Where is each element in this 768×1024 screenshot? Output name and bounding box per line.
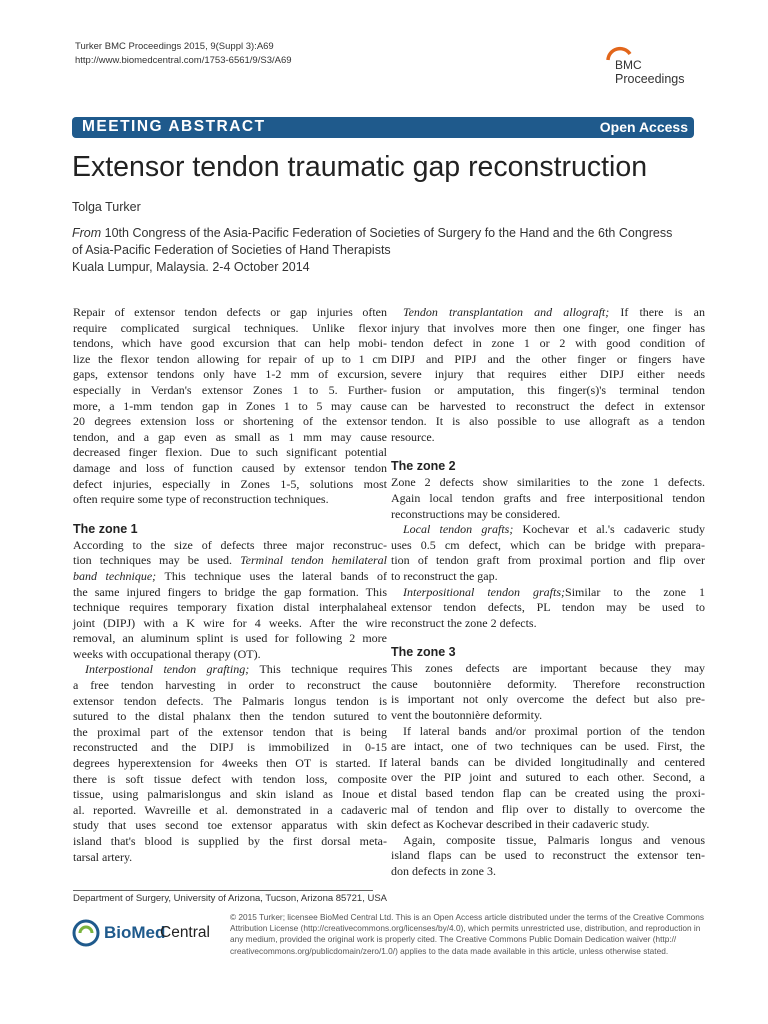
open-access-label: Open Access [599,119,688,135]
text-line: are intact, one of two techniques can be used. First, the [391,739,705,754]
body-column-left [73,305,387,865]
text-line [73,569,387,585]
logo-text-central: Central [160,924,210,941]
text-line: gaps, extensor tendons only have 1-2 mm of excursion, [73,367,387,382]
conference-info [72,225,698,276]
text-line: mal of tendon and flip over to distally to overcome the [391,801,705,816]
text-line: resource. [391,429,435,444]
text-line: degrees hyperextension for 4weeks then OT is started. If [73,756,387,771]
text-line: study that uses second toe extensor apparatus with skin [73,818,387,833]
section-heading-zone-1: The zone 1 [73,521,138,536]
license-line: © 2015 Turker; licensee BioMed Central Ltd. This is an Open Access article distributed under the terms of the Creative Commons [230,912,705,922]
text-line: damage and loss of function caused by extensor tendon [73,460,387,475]
text-run: This technique requires [249,662,387,677]
text-line: there is soft tissue defect with tendon loss, composite [73,771,387,786]
footer-divider [73,890,373,891]
zone1-paragraph [73,538,387,663]
text-line [73,662,387,678]
text-line: This zones defects are important because they may [391,661,705,676]
local-grafts-paragraph [391,522,705,584]
article-title: Extensor tendon traumatic gap reconstruction [72,151,648,183]
text-line: severe injury that requires either DIPJ either needs [391,367,705,382]
text-line: Zone 2 defects show similarities to the zone 1 defects. [391,475,705,490]
text-line: reconstructions may be considered. [391,506,561,521]
italic-term: Local tendon grafts; [403,522,514,537]
text-line: Again local tendon grafts and free interpositional tendon [391,490,705,505]
text-line: over the PIP joint and sutured to each other. Second, a [391,770,705,785]
zone3-paragraph [391,661,705,723]
text-line: often require some type of reconstruction techniques. [73,492,329,507]
text-line: extensor tendon defects. The Palmaris longus tendon is [73,693,387,708]
citation-url-link[interactable]: http://www.biomedcentral.com/1753-6561/9/S3/A69 [75,55,292,66]
text-run: This technique uses the lateral bands of [156,568,387,583]
text-line: Again, composite tissue, Palmaris longus and venous [403,832,705,847]
text-line: tissue, using palmarislongus and skin island as Inoue et [73,787,387,802]
text-line: vent the boutonnière deformity. [391,708,543,723]
biomed-swirl-icon [72,918,102,948]
article-type-banner [72,117,694,138]
conference-line-2: of Asia-Pacific Federation of Societies of Hand Therapists [72,243,391,257]
bmc-proceedings-logo [600,44,700,94]
interpositional-paragraph [391,585,705,632]
text-line: can be harvested to reconstruct the defect in extensor [391,398,705,413]
intro-paragraph [73,305,387,508]
author-name: Tolga Turker [72,200,141,214]
text-line: is important not only overcome the defect but also pre- [391,692,705,707]
text-line: tendons, which have good excursion that can help mobi- [73,336,387,351]
transplant-paragraph [391,305,705,445]
article-type-label: MEETING ABSTRACT [82,118,266,135]
graft-paragraph [73,662,387,865]
text-line: sutured to the distal phalanx then the tendon sutured to [73,709,387,724]
text-line: joint (DIPJ) with a K wire for 4 weeks. After the wire [73,615,387,630]
text-line: don defects in zone 3. [391,864,496,878]
conference-location-date: Kuala Lumpur, Malaysia. 2-4 October 2014 [72,260,310,274]
license-line: any medium, provided the original work is properly cited. The Creative Commons Public Domain Dedication waiver (http:// [230,934,677,945]
citation-header [75,40,292,68]
lateral-bands-paragraph [391,724,705,833]
text-line: uses 0.5 cm defect, which can be bridge with prepara- [391,537,705,552]
section-heading-zone-3: The zone 3 [391,645,456,660]
text-line: tarsal artery. [73,849,133,864]
text-line [391,585,705,601]
text-run: If there is an [609,305,705,319]
text-line: island flaps can be used to reconstruct the extensor ten- [391,848,705,863]
from-prefix: From [72,226,102,240]
text-line: defect injuries, especially in Zones 1-5, solutions most [73,476,387,491]
text-line: tendon defect in zone 1 or 2 with good condition of [391,336,705,351]
text-line: reconstruct the zone 2 defects. [391,615,537,630]
text-line: removal, an aluminum splint is used for following 2 more [73,631,387,646]
text-line: island that's blood is supplied by the first dorsal meta- [73,834,387,848]
text-line: more, a 1-mm tendon gap in Zones 1 to 5 may cause [73,398,387,413]
text-line: injury that involves more then one finger, one finger has [391,320,705,335]
biomed-central-logo [72,918,232,948]
text-line: extensor tendon defects, PL tendon may be used to [391,600,705,615]
conference-line-1 [72,225,698,242]
italic-term: Interpostional tendon grafting; [85,662,250,677]
logo-text-bmc: BMC [615,58,642,72]
text-line [73,553,387,569]
text-line: weeks with occupational therapy (OT). [73,646,261,661]
author-affiliation: Department of Surgery, University of Arizona, Tucson, Arizona 85721, USA [73,893,388,904]
text-line: fusion or amputation, this finger(s)'s terminal tendon [391,382,705,397]
text-run: Similar to the zone 1 [565,584,706,599]
text-line: lateral bands can be divided longitudinally and centered [391,754,705,769]
text-line: require complicated surgical techniques. Unlike flexor [73,320,387,335]
section-heading-zone-2: The zone 2 [391,459,456,474]
text-line: defect as Kochevar described in their cadaveric study. [391,817,650,832]
citation-line: Turker BMC Proceedings 2015, 9(Suppl 3):A69 [75,41,274,52]
text-line: the proximal part of the extensor tendon that is being [73,724,387,739]
text-line: technique requires temporary fixation distal interphalaheal [73,600,387,615]
text-line: 20 degrees extension loss or shortening of the extensor [73,414,387,429]
license-line: creativecommons.org/publicdomain/zero/1.0/) applies to the data made available in this article, unless otherwise stated. [230,945,669,956]
text-line: cause boutonnière deformity. Therefore reconstruction [391,676,705,691]
text-run: tion techniques may be used. [73,553,233,568]
text-line: tendon. It is also possible to use allograft as a tendon [391,414,705,429]
text-line [391,305,705,321]
text-line: Repair of extensor tendon defects or gap injuries often [73,305,387,319]
composite-tissue-paragraph [391,833,705,880]
text-line [391,522,705,538]
text-line: decreased finger flexion. Due to such significant potential [73,445,387,460]
text-line: DIPJ and PIPJ and the other finger or fingers have [391,351,705,366]
text-run: Kochevar et al.'s cadaveric study [513,522,705,537]
zone2-paragraph [391,475,705,522]
italic-term: band technique; [73,568,157,583]
body-column-right [391,305,705,880]
logo-text-proceedings: Proceedings [615,72,685,86]
text-line: tendon, and a gap even as small as 1 mm may cause [73,429,387,444]
text-line: to reconstruct the gap. [391,568,498,583]
conference-name: 10th Congress of the Asia-Pacific Federation of Societies of Surgery fo the Hand and the 6th Congress [101,226,673,240]
license-notice [230,912,705,957]
text-line: According to the size of defects three major reconstruc- [73,537,387,552]
text-line: tion of tendon graft from proximal portion and flip over [391,553,705,568]
text-line: If lateral bands and/or proximal portion of the tendon [403,723,705,738]
text-line: distal based tendon flap can be created using the proxi- [391,786,705,801]
license-line: Attribution License (http://creativecommons.org/licenses/by/4.0), which permits unrestricted use, distribution, and reproduction in [230,923,701,934]
text-line: lize the flexor tendon allowing for repair of up to 1 cm [73,351,387,366]
text-line: the same injured fingers to bridge the gap formation. This [73,584,387,599]
logo-text-biomed: BioMed [104,923,166,942]
text-line: a free tendon harvesting in order to reconstruct the [73,678,387,693]
text-line: especially in Verdan's extensor Zones 1 to 5. Further- [73,382,387,397]
italic-term: Tendon transplantation and allograft; [403,305,610,319]
italic-term: Interpositional tendon grafts; [403,584,566,599]
text-line: al. reported. Wavreille et al. demonstrated in a cadaveric [73,802,387,817]
italic-term: Terminal tendon hemilateral [240,553,388,568]
text-line: reconstructed and the DIPJ is immobilized in 0-15 [73,740,387,755]
